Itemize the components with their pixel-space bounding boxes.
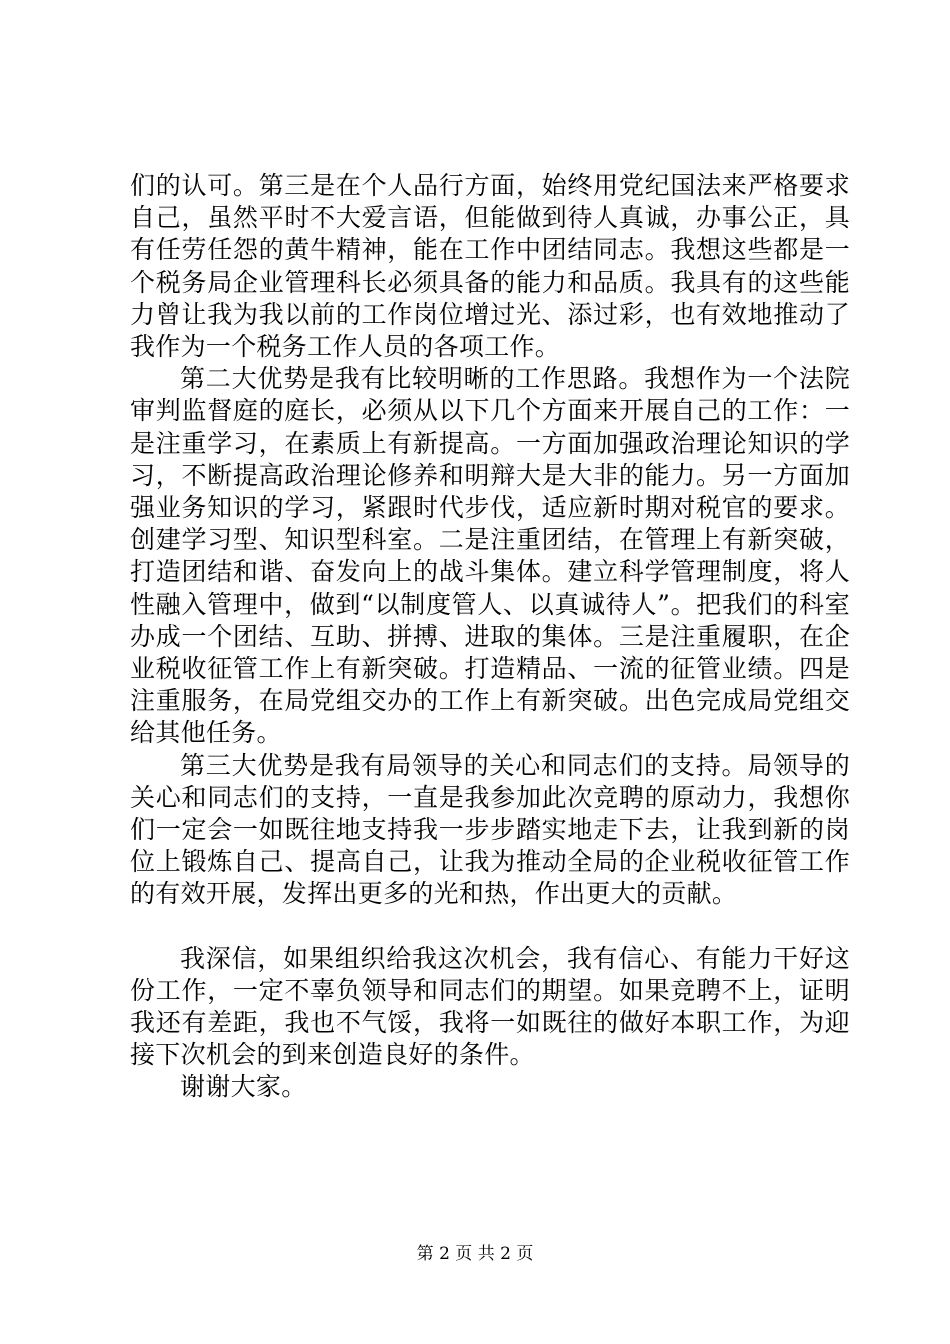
paragraph-third-advantage: 第三大优势是我有局领导的关心和同志们的支持。局领导的关心和同志们的支持，一直是我参加此次竞聘的原动力，我想你们一定会一如既往地支持我一步步踏实地走下去，让我到新的岗位上锻炼自己、提高自己，让我为推动全局的企业税收征管工作的有效开展，发挥出更多的光和热，作出更大的贡献。 xyxy=(130,750,850,909)
document-body xyxy=(130,170,850,1104)
paragraph-continued: 们的认可。第三是在个人品行方面，始终用党纪国法来严格要求自己，虽然平时不大爱言语，但能做到待人真诚，办事公正，具有任劳任怨的黄牛精神，能在工作中团结同志。我想这些都是一个税务局企业管理科长必须具备的能力和品质。我具有的这些能力曾让我为我以前的工作岗位增过光、添过彩，也有效地推动了我作为一个税务工作人员的各项工作。 xyxy=(130,171,850,362)
paragraph-second-advantage: 第二大优势是我有比较明晰的工作思路。我想作为一个法院审判监督庭的庭长，必须从以下几个方面来开展自己的工作：一是注重学习，在素质上有新提高。一方面加强政治理论知识的学习，不断提高政治理论修养和明辩大是大非的能力。另一方面加强业务知识的学习，紧跟时代步伐，适应新时期对税官的要求。创建学习型、知识型科室。二是注重团结，在管理上有新突破，打造团结和谐、奋发向上的战斗集体。建立科学管理制度，将人性融入管理中，做到“以制度管人、以真诚待人”。把我们的科室办成一个团结、互助、拼搏、进取的集体。三是注重履职，在企业税收征管工作上有新突破。打造精品、一流的征管业绩。四是注重服务，在局党组交办的工作上有新突破。出色完成局党组交给其他任务。 xyxy=(130,364,850,748)
paragraph-conclusion: 我深信，如果组织给我这次机会，我有信心、有能力干好这份工作，一定不辜负领导和同志们的期望。如果竞聘不上，证明我还有差距，我也不气馁，我将一如既往的做好本职工作，为迎接下次机会的到来创造良好的条件。 xyxy=(130,943,850,1070)
page-number-footer: 第 2 页 共 2 页 xyxy=(416,1244,534,1264)
paragraph-thanks: 谢谢大家。 xyxy=(180,1072,307,1102)
